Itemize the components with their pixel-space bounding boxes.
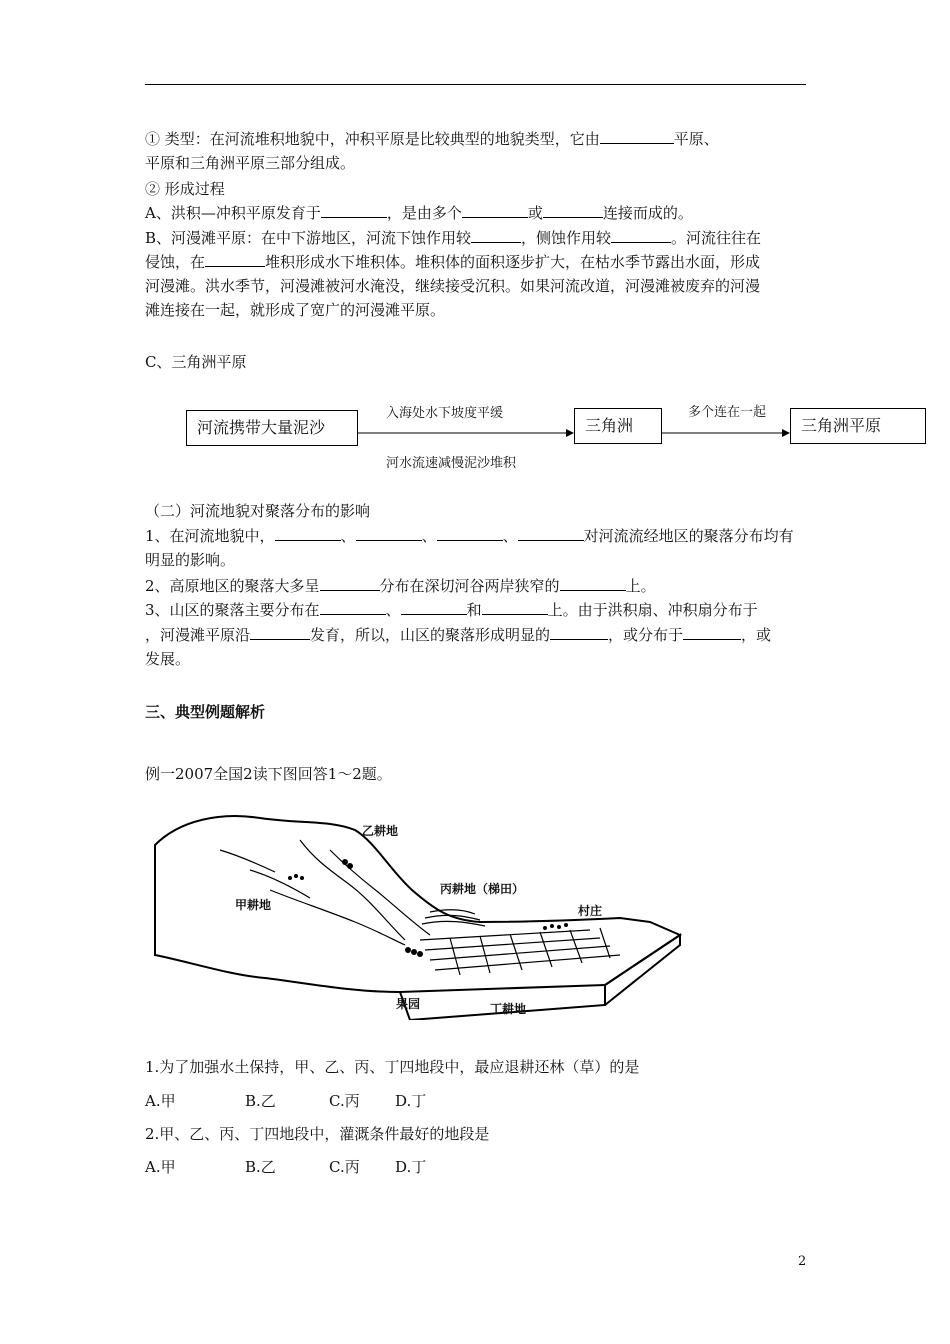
text-line: 发展。 — [145, 650, 191, 668]
fill-blank[interactable] — [320, 599, 386, 615]
option[interactable]: C.丙 — [329, 1092, 360, 1110]
label-village: 村庄 — [578, 904, 603, 918]
question-stem: 1.为了加强水土保持，甲、乙、丙、丁四地段中，最应退耕还林（草）的是 — [145, 1058, 640, 1076]
option[interactable]: D.丁 — [395, 1158, 427, 1176]
label-field-bing: 丙耕地（梯田） — [440, 882, 525, 896]
terrain-illustration — [150, 810, 690, 1020]
option[interactable]: C.丙 — [329, 1158, 360, 1176]
question-stem: 2.甲、乙、丙、丁四地段中，灌溉条件最好的地段是 — [145, 1125, 490, 1143]
label-field-ding: 丁耕地 — [490, 1002, 527, 1016]
page-number: 2 — [798, 1254, 807, 1269]
fill-blank[interactable] — [437, 525, 503, 541]
flow-box-river: 河流携带大量泥沙 — [186, 410, 358, 446]
option[interactable]: B.乙 — [245, 1092, 276, 1110]
fill-blank[interactable] — [320, 575, 380, 591]
terrain-figure — [150, 810, 690, 1024]
fill-blank[interactable] — [275, 525, 341, 541]
text-line: ，河漫滩平原沿 发育，所以，山区的聚落形成明显的 ，或分布于 ，或 — [145, 626, 772, 644]
flow-arrow2-label: 多个连在一起 — [688, 405, 767, 420]
text-line: 滩连接在一起，就形成了宽广的河漫滩平原。 — [145, 301, 446, 319]
fill-blank[interactable] — [356, 525, 422, 541]
text-line: ② 形成过程 — [145, 180, 225, 198]
example-intro: 例一2007全国2读下图回答1～2题。 — [145, 765, 392, 783]
fill-blank[interactable] — [550, 624, 608, 640]
fill-blank[interactable] — [518, 525, 584, 541]
question-options — [145, 1089, 810, 1113]
text-line: 平原和三角洲平原三部分组成。 — [145, 154, 356, 172]
option[interactable]: B.乙 — [245, 1158, 276, 1176]
label-orchard: 果园 — [396, 997, 421, 1011]
text-line: B、河漫滩平原：在中下游地区，河流下蚀作用较 ，侧蚀作用较 。河流往往在 — [145, 229, 762, 247]
section-title: （二）河流地貌对聚落分布的影响 — [145, 502, 371, 520]
text-line: 河漫滩。洪水季节，河漫滩被河水淹没，继续接受沉积。如果河流改道，河漫滩被废弃的河漫 — [145, 277, 761, 295]
label-field-yi: 乙耕地 — [362, 824, 399, 838]
fill-blank[interactable] — [683, 624, 741, 640]
flow-arrows — [0, 0, 950, 500]
text-line: 侵蚀，在 堆积形成水下堆积体。堆积体的面积逐步扩大，在枯水季节露出水面，形成 — [145, 253, 761, 271]
flow-box-delta-plain: 三角洲平原 — [790, 408, 926, 444]
question-options — [145, 1155, 810, 1179]
text-line: C、三角洲平原 — [145, 353, 247, 371]
fill-blank[interactable] — [560, 575, 626, 591]
section-title: 三、典型例题解析 — [145, 703, 266, 721]
fill-blank[interactable] — [250, 624, 310, 640]
option[interactable]: A.甲 — [145, 1092, 176, 1110]
flow-box-delta: 三角洲 — [574, 408, 662, 444]
text-line: 3、山区的聚落主要分布在 、 和 上。由于洪积扇、冲积扇分布于 — [145, 601, 758, 619]
fill-blank[interactable] — [482, 599, 548, 615]
fill-blank[interactable] — [401, 599, 467, 615]
option[interactable]: A.甲 — [145, 1158, 176, 1176]
text-line: ① 类型：在河流堆积地貌中，冲积平原是比较典型的地貌类型，它由 平原、 — [145, 130, 719, 148]
flow-arrow-label-top: 入海处水下坡度平缓 — [386, 406, 504, 421]
flow-arrow-label-bottom: 河水流速减慢泥沙堆积 — [386, 456, 517, 471]
text-line: 明显的影响。 — [145, 551, 236, 569]
text-line: A、洪积—冲积平原发育于 ，是由多个 或 连接而成的。 — [145, 204, 693, 222]
option[interactable]: D.丁 — [395, 1092, 427, 1110]
label-field-jia: 甲耕地 — [235, 898, 272, 912]
text-line: 2、高原地区的聚落大多呈 分布在深切河谷两岸狭窄的 上。 — [145, 577, 656, 595]
text-line: 1、在河流地貌中， 、 、 、 对河流流经地区的聚落分布均有 — [145, 527, 794, 545]
